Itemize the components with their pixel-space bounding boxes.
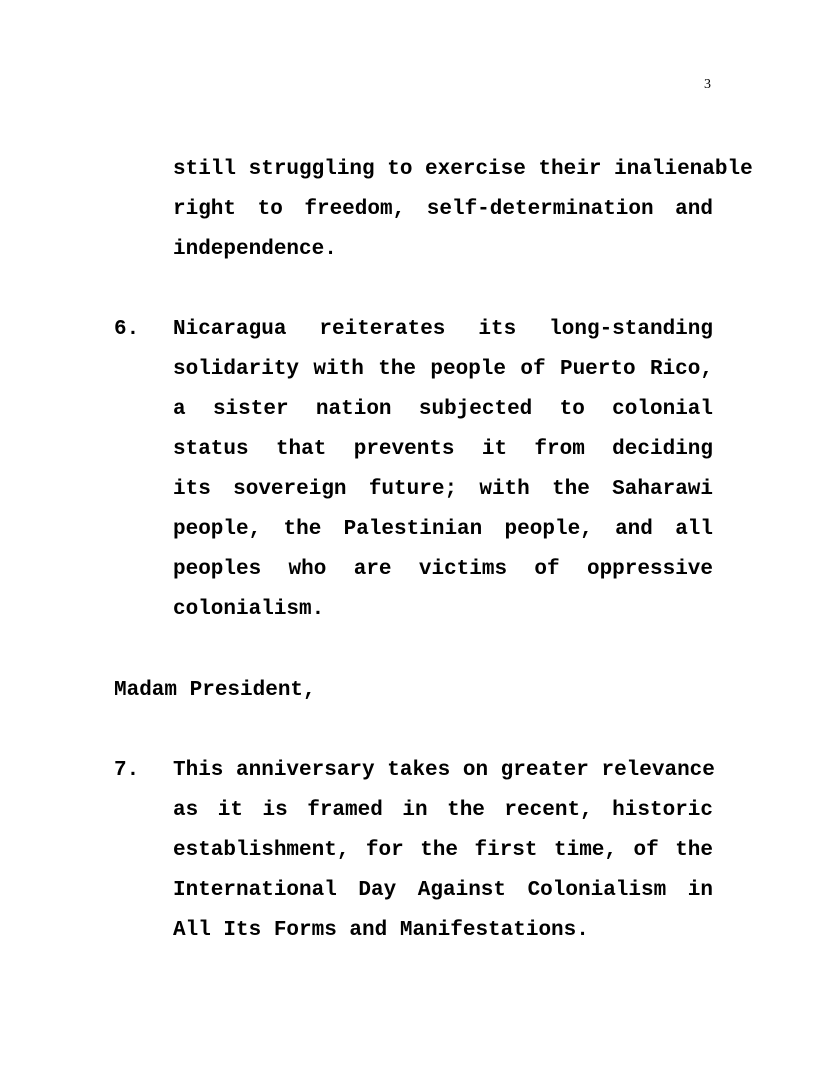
paragraph-6-number: 6. <box>114 318 140 341</box>
paragraph-6-line: peoples who are victims of oppressive <box>173 558 713 581</box>
paragraph-7-line: International Day Against Colonialism in <box>173 879 713 902</box>
paragraph-7-line: establishment, for the first time, of the <box>173 839 713 862</box>
paragraph-6-line: colonialism. <box>173 598 325 621</box>
continuation-line: independence. <box>173 238 337 261</box>
paragraph-6-line: Nicaragua reiterates its long-standing <box>173 318 713 341</box>
continuation-line: still struggling to exercise their inalienable <box>173 158 753 181</box>
paragraph-6-line: people, the Palestinian people, and all <box>173 518 713 541</box>
paragraph-7-line: as it is framed in the recent, historic <box>173 799 713 822</box>
paragraph-7-line: This anniversary takes on greater relevance <box>173 759 715 782</box>
paragraph-7-number: 7. <box>114 759 140 782</box>
salutation: Madam President, <box>114 679 316 702</box>
paragraph-6-line: status that prevents it from deciding <box>173 438 713 461</box>
paragraph-6-line: its sovereign future; with the Saharawi <box>173 478 713 501</box>
page-number: 3 <box>704 77 711 92</box>
paragraph-6-line: solidarity with the people of Puerto Rico, <box>173 358 713 381</box>
paragraph-7-line: All Its Forms and Manifestations. <box>173 919 589 942</box>
continuation-line: right to freedom, self-determination and <box>173 198 713 221</box>
paragraph-6-line: a sister nation subjected to colonial <box>173 398 713 421</box>
